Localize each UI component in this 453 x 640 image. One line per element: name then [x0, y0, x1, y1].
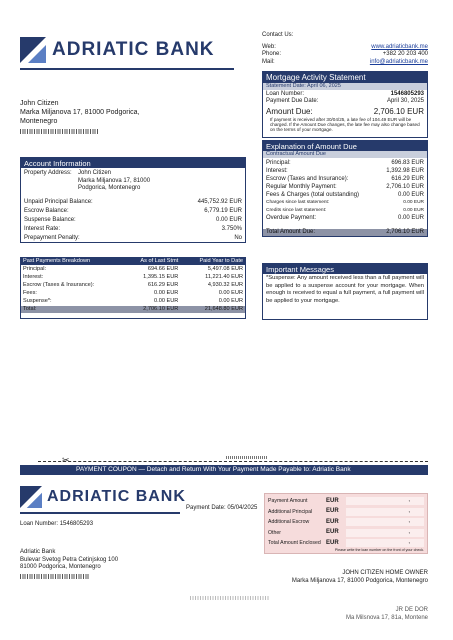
table-row [21, 281, 245, 289]
loan-number-value: 1546805293 [390, 90, 424, 97]
coupon-logo-text: ADRIATIC BANK [47, 488, 186, 505]
account-row [24, 225, 242, 234]
explanation-row [266, 191, 424, 199]
coupon-row [268, 507, 424, 518]
explanation-row-label: Regular Monthly Payment: [266, 184, 337, 191]
payment-due-label: Payment Due Date: [266, 98, 319, 105]
coupon-row-label: Other [268, 529, 281, 536]
coupon-row-label: Additional Escrow [268, 519, 310, 525]
amount-due-label: Amount Due: [266, 106, 313, 116]
explanation-row-label: Overdue Payment: [266, 215, 317, 222]
account-row-value: No [234, 234, 242, 241]
table-cell: Suspense*: [23, 298, 52, 305]
decimal-point-icon: , [408, 528, 410, 535]
explanation-row-value: 2,706.10 EUR [386, 184, 424, 191]
bottom-faded-line2: Ma Milsnova 17, 81a, Montene [345, 614, 428, 621]
bottom-faded-line1: JR DE DOR [395, 607, 428, 613]
property-line-3: Podgorica, Montenegro [78, 185, 141, 191]
explanation-row-value: 0.00 EUR [397, 192, 424, 199]
table-row [21, 265, 245, 273]
explanation-row-value: 696.83 EUR [391, 159, 424, 166]
decimal-point-icon: , [408, 507, 410, 514]
past-payments-box [20, 257, 246, 319]
property-address-label: Property Address: [24, 170, 72, 176]
account-row-label: Prepayment Penalty: [24, 234, 80, 241]
coupon-amount-field[interactable] [346, 539, 424, 547]
coupon-row-currency: EUR [326, 497, 339, 504]
contact-web-label: Web: [262, 43, 276, 50]
account-row [24, 216, 242, 225]
decimal-point-icon: , [408, 518, 410, 525]
coupon-amount-box [264, 493, 428, 554]
pp-header-category: Past Payments Breakdown [23, 258, 91, 264]
messages-body: *Suspense: Any amount received less than a full payment will be applied to a suspense account for your mortgage. When enough is received to equal a full payment, a full payment will be applied to your mortgage. [266, 275, 424, 304]
explanation-row-value: 0.00 EUR [397, 215, 424, 222]
explanation-row-value: 0.00 EUR [403, 200, 424, 206]
coupon-banner: PAYMENT COUPON — Detach and Return With Your Payment Made Payable to: Adriatic Bank [20, 465, 428, 475]
account-row [24, 234, 242, 243]
contact-mail-label: Mail: [262, 58, 275, 65]
owner-street: Marka Miljanova 17, 81000 Podgorica, Montenegro [291, 577, 428, 584]
pp-header-last-stmt: As of Last Stmt [140, 258, 179, 264]
account-row [24, 207, 242, 216]
customer-address-line1: Marka Miljanova 17, 81000 Podgorica, [20, 109, 140, 117]
coupon-row [268, 517, 424, 528]
explanation-row-value: 616.29 EUR [391, 176, 424, 183]
explanation-row-value: 0.00 EUR [403, 207, 424, 213]
coupon-amount-field[interactable] [346, 508, 424, 516]
coupon-bank-city: 81000 Podgorica, Montenegro [20, 564, 101, 570]
explanation-row [266, 199, 424, 206]
scissors-icon: ✂ [62, 455, 70, 465]
table-row [21, 297, 245, 305]
coupon-amount-field[interactable] [346, 497, 424, 505]
coupon-bank-barcode [20, 574, 90, 579]
coupon-row-currency: EUR [326, 508, 339, 514]
coupon-rows [265, 494, 427, 549]
table-cell: 616.29 EUR [147, 282, 179, 289]
table-cell: 1,395.15 EUR [143, 274, 179, 281]
table-cell: Interest: [23, 274, 44, 281]
customer-address-line2: Montenegro [20, 118, 58, 126]
explanation-row [266, 175, 424, 183]
contact-web-link[interactable]: www.adriaticbank.me [371, 43, 428, 50]
customer-name: John Citizen [20, 100, 59, 107]
coupon-logo-mark-icon [20, 486, 42, 508]
coupon-row-currency: EUR [326, 518, 339, 525]
coupon-row-currency: EUR [326, 529, 339, 535]
table-cell: Escrow (Taxes & Insurance): [23, 282, 95, 289]
account-title: Account Information [21, 158, 245, 168]
total-due-value: 2,706.10 EUR [386, 228, 424, 235]
table-cell: 694.66 EUR [147, 265, 179, 272]
table-row [21, 273, 245, 281]
amount-due-value: 2,706.10 EUR [373, 106, 424, 116]
account-row-label: Escrow Balance: [24, 207, 69, 214]
owner-name: JOHN CITIZEN HOME OWNER [342, 570, 428, 576]
account-box [20, 157, 246, 243]
table-cell: 5,497.08 EUR [207, 265, 243, 272]
pp-total-ytd: 21,648.80 EUR [204, 305, 243, 312]
late-fee-note: If payment is received after 30/04/25, a late fee of 104.49 EUR will be charged. If the Amount Due changes, the late fee may also change based on the terms of your mortgage. [270, 116, 420, 133]
account-row [24, 198, 242, 207]
table-cell: 0.00 EUR [154, 298, 179, 305]
coupon-fine-print: Please write the loan number on the front of your check. [334, 547, 424, 552]
explanation-row [266, 207, 424, 214]
explanation-row-label: Charges since last statement: [266, 200, 330, 206]
coupon-bank-logo [20, 486, 186, 508]
explanation-row [266, 214, 424, 222]
explanation-box [262, 140, 428, 237]
contact-phone-label: Phone: [262, 51, 282, 57]
past-payments-table [21, 258, 245, 313]
coupon-row-label: Payment Amount [268, 498, 308, 504]
messages-box [262, 263, 428, 320]
account-row-label: Interest Rate: [24, 225, 61, 232]
explanation-row-label: Credits since last statement: [266, 207, 327, 213]
property-line-1: John Citizen [78, 170, 112, 176]
explanation-row-label: Escrow (Taxes and Insurance): [266, 176, 349, 183]
table-row [21, 289, 245, 297]
table-cell: 0.00 EUR [154, 290, 179, 297]
explanation-row-label: Interest: [266, 167, 288, 174]
decimal-point-icon: , [408, 539, 410, 546]
coupon-loan-number: Loan Number: 1546805293 [20, 521, 94, 527]
coupon-bank-name: Adriatic Bank [20, 549, 56, 555]
table-cell: 0.00 EUR [218, 290, 243, 297]
decimal-point-icon: , [408, 497, 410, 504]
contact-title: Contact Us: [262, 32, 294, 38]
account-row-value: 6,779.19 EUR [204, 207, 242, 214]
account-row-value: 3.750% [221, 225, 242, 232]
coupon-payment-date: Payment Date: 05/04/2025 [186, 505, 258, 511]
loan-number-label: Loan Number: [266, 90, 305, 97]
table-cell: 4,930.32 EUR [207, 282, 243, 289]
coupon-row-label: Additional Principal [268, 508, 313, 515]
explanation-total [263, 229, 427, 237]
statement-title: Mortgage Activity Statement [263, 72, 427, 83]
explanation-rows [263, 158, 427, 222]
account-row-label: Unpaid Principal Balance: [24, 198, 93, 205]
table-cell: 11,221.40 EUR [205, 274, 243, 281]
bank-logo-mark-icon [20, 37, 46, 63]
coupon-row-currency: EUR [326, 539, 339, 546]
payment-due-value: April 30, 2025 [386, 98, 424, 105]
logo-underline [20, 68, 234, 70]
explanation-row [266, 183, 424, 191]
contact-phone-value: +382 20 203 400 [382, 51, 428, 57]
coupon-row-label: Total Amount Enclosed [268, 540, 321, 546]
coupon-bank-address [20, 549, 118, 579]
account-rows [21, 193, 245, 243]
account-row-value: 0.00 EUR [215, 216, 242, 223]
coupon-row [268, 528, 424, 539]
explanation-row-value: 1,392.98 EUR [386, 167, 424, 174]
pp-total-label: Total: [23, 305, 37, 312]
fold-marker [226, 456, 268, 459]
explanation-row-label: Principal: [266, 159, 291, 166]
bank-logo [20, 37, 215, 63]
bottom-faded-address [346, 607, 428, 622]
pp-total-last-stmt: 2,706.10 EUR [143, 305, 179, 312]
coupon-owner-address [292, 570, 428, 585]
account-row-label: Suspense Balance: [24, 216, 76, 223]
contact-block [262, 32, 428, 66]
explanation-row-label: Fees & Charges (total outstanding) [266, 192, 360, 199]
explanation-row [266, 159, 424, 167]
explanation-title: Explanation of Amount Due [263, 141, 427, 151]
coupon-row [268, 496, 424, 507]
statement-box [262, 71, 428, 138]
messages-title: Important Messages [263, 264, 427, 274]
explanation-subheader: Contractual Amount Due [263, 151, 427, 158]
coupon-amount-field[interactable] [346, 518, 424, 526]
table-cell: Principal: [23, 265, 47, 272]
contact-mail-link[interactable]: info@adriaticbank.me [369, 58, 428, 65]
coupon-logo-underline [20, 512, 180, 514]
table-cell: Fees: [23, 290, 37, 297]
customer-address [20, 99, 139, 134]
postal-barcode [20, 129, 98, 134]
detach-line [38, 461, 428, 462]
account-row-value: 445,752.92 EUR [197, 198, 242, 205]
bank-logo-text: ADRIATIC BANK [52, 39, 215, 61]
explanation-row [266, 167, 424, 175]
coupon-bank-street: Bulevar Svetog Petra Cetinjskog 100 [20, 556, 119, 563]
statement-date: Statement Date: April 06, 2025 [263, 83, 427, 90]
bottom-barcode [190, 596, 270, 600]
total-due-label: Total Amount Due: [266, 228, 316, 235]
property-line-2: Marka Miljanova 17, 81000 [78, 177, 151, 184]
table-cell: 0.00 EUR [218, 298, 243, 305]
pp-header-ytd: Paid Year to Date [199, 258, 243, 264]
coupon-amount-field[interactable] [346, 529, 424, 537]
